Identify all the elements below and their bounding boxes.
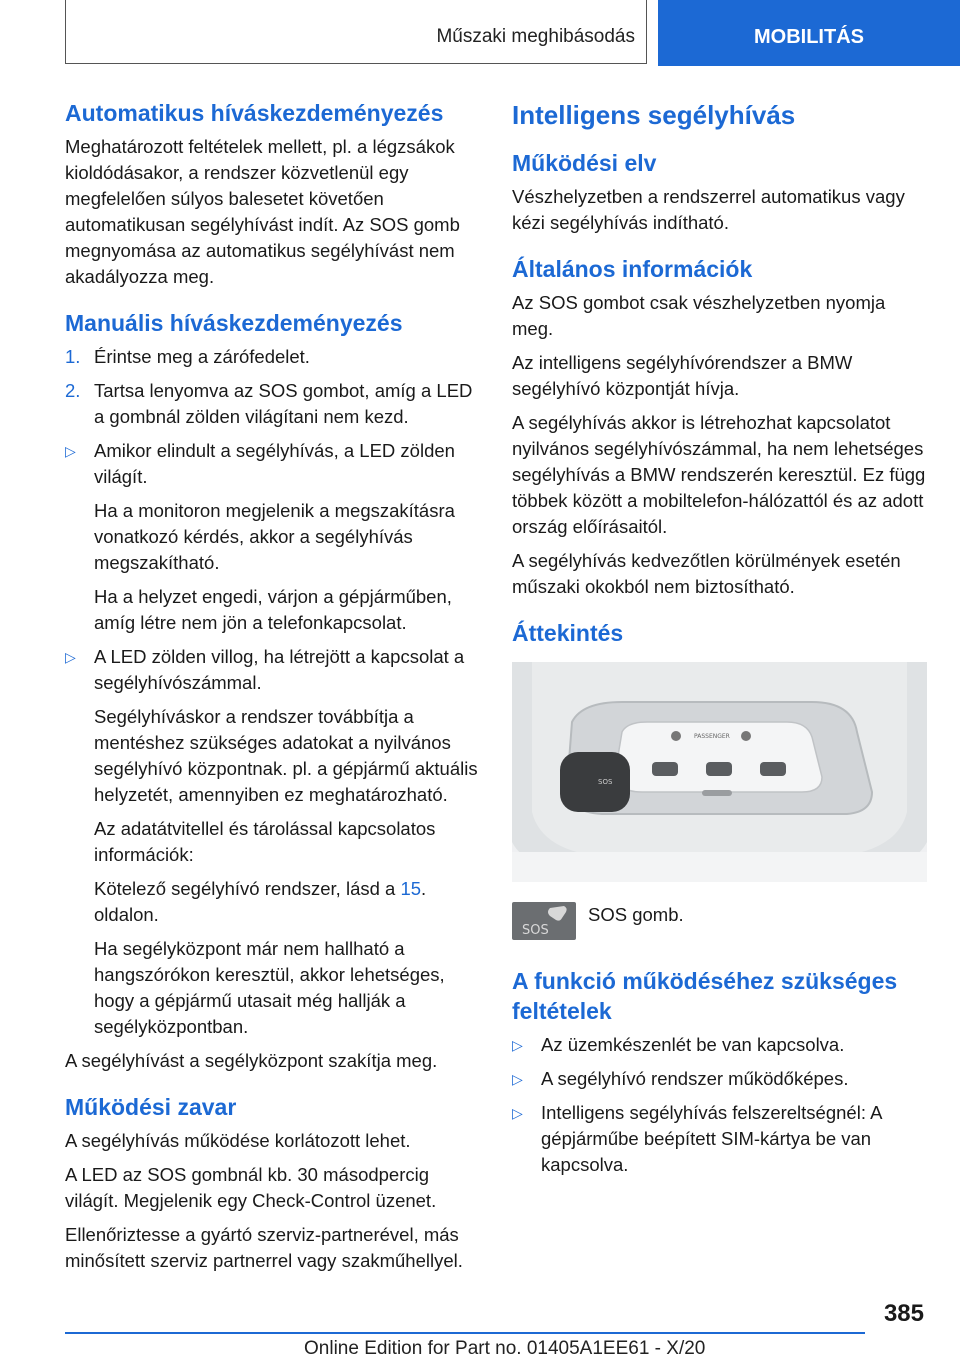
page-link[interactable]: 15 bbox=[400, 878, 422, 899]
bullet-text: Intelligens segélyhívás felszereltségnél: A gépjárműbe beépített SIM-kártya be van kapcsolva. bbox=[541, 1102, 882, 1175]
sos-label: SOS gomb. bbox=[588, 904, 684, 925]
step-item bbox=[65, 378, 480, 430]
malfunction-text: A segélyhívás működése korlátozott lehet. bbox=[65, 1130, 411, 1151]
footer-divider bbox=[65, 1332, 865, 1334]
heading-malfunction: Működési zavar bbox=[65, 1094, 237, 1120]
bullet-sub-text: Segélyhíváskor a rendszer továbbítja a mentéshez szükséges adatokat a nyilvános segélyhívó központnak. pl. a gépjármű aktuális helyzetét, amennyiben ez meghatározható. bbox=[94, 706, 478, 805]
bullet-sub-text: Ha segélyközpont már nem hallható a hangszórókon keresztül, akkor lehetséges, hogy a gépjármű utasait még hallják a segélyközpontban. bbox=[94, 938, 445, 1037]
heading-principle: Működési elv bbox=[512, 150, 657, 176]
bullet-sub-text: Az adatátvitellel és tárolással kapcsolatos információk: bbox=[94, 818, 436, 865]
bullet-text: A LED zölden villog, ha létrejött a kapcsolat a segélyhívószámmal. bbox=[94, 646, 465, 693]
bullet-item bbox=[65, 438, 480, 490]
heading-general-info: Általános információk bbox=[512, 256, 753, 282]
left-column bbox=[65, 98, 480, 1282]
svg-text:SOS: SOS bbox=[522, 923, 549, 938]
overhead-console-illustration bbox=[512, 662, 927, 882]
general-text: A segélyhívás kedvezőtlen körülmények esetén műszaki okokból nem biztosítható. bbox=[512, 550, 901, 597]
bullet-item bbox=[512, 1100, 930, 1178]
closing-text: A segélyhívást a segélyközpont szakítja meg. bbox=[65, 1050, 438, 1071]
bullet-item bbox=[512, 1032, 930, 1058]
malfunction-text: A LED az SOS gombnál kb. 30 másodpercig világít. Megjelenik egy Check-Control üzenet. bbox=[65, 1164, 437, 1211]
general-text: Az intelligens segélyhívórendszer a BMW segélyhívó központját hívja. bbox=[512, 352, 853, 399]
bullet-text: Amikor elindult a segélyhívás, a LED zölden világít. bbox=[94, 440, 455, 487]
heading-overview: Áttekintés bbox=[512, 620, 624, 646]
step-number: 1. bbox=[65, 346, 81, 367]
bullet-sub-text: Ha a monitoron megjelenik a megszakításra vonatkozó kérdés, akkor a segélyhívás megszakítható. bbox=[94, 500, 455, 573]
bullet-sub-text-with-link: Kötelező segélyhívó rendszer, lásd a 15. oldalon. bbox=[94, 878, 427, 925]
auto-call-text: Meghatározott feltételek mellett, pl. a légzsákok kioldódásakor, a rendszer közvetlenül egy megfelelően súlyos balesetet követően automatikusan segélyhívást indít. Az SOS gomb megnyomása az automatikus segélyhívást nem akadályozza meg. bbox=[65, 136, 460, 287]
overhead-console-image bbox=[512, 662, 927, 882]
triangle-bullet-icon: ▷ bbox=[65, 443, 76, 459]
step-item bbox=[65, 344, 480, 370]
right-column bbox=[512, 98, 930, 1186]
section-title: Műszaki meghibásodás bbox=[436, 26, 635, 47]
phone-icon bbox=[512, 902, 576, 940]
triangle-bullet-icon: ▷ bbox=[65, 649, 76, 665]
bullet-text: Az üzemkészenlét be van kapcsolva. bbox=[541, 1034, 845, 1055]
page-number: 385 bbox=[883, 1300, 924, 1327]
bullet-text: A segélyhívó rendszer működőképes. bbox=[541, 1068, 849, 1089]
svg-text:PASSENGER: PASSENGER bbox=[694, 733, 730, 740]
principle-text: Vészhelyzetben a rendszerrel automatikus vagy kézi segélyhívás indítható. bbox=[512, 186, 905, 233]
footer-edition: Online Edition for Part no. 01405A1EE61 - X/20 bbox=[304, 1338, 706, 1359]
svg-text:SOS: SOS bbox=[598, 778, 613, 786]
general-text: A segélyhívás akkor is létrehozhat kapcsolatot nyilvános segélyhívószámmal, ha nem lehetséges segélyhívás a BMW rendszerén keresztül. Ez függ többek között a mobiltelefon-hálózattól és az adott ország előírásaitól. bbox=[512, 412, 926, 537]
triangle-bullet-icon: ▷ bbox=[512, 1037, 523, 1053]
sos-button-legend bbox=[512, 902, 930, 940]
tab-mobilitas[interactable]: MOBILITÁS bbox=[658, 0, 960, 66]
general-text: Az SOS gombot csak vészhelyzetben nyomja meg. bbox=[512, 292, 886, 339]
heading-auto-call: Automatikus híváskezdeményezés bbox=[65, 100, 444, 126]
bullet-item bbox=[65, 644, 480, 696]
triangle-bullet-icon: ▷ bbox=[512, 1105, 523, 1121]
step-number: 2. bbox=[65, 380, 81, 401]
sos-button-icon bbox=[512, 902, 576, 940]
step-text: Érintse meg a zárófedelet. bbox=[94, 346, 310, 367]
heading-intelligent-call: Intelligens segélyhívás bbox=[512, 100, 796, 130]
triangle-bullet-icon: ▷ bbox=[512, 1071, 523, 1087]
heading-manual-call: Manuális híváskezdeményezés bbox=[65, 310, 403, 336]
heading-requirements: A funkció működéséhez szükséges feltételek bbox=[512, 968, 898, 1024]
malfunction-text: Ellenőriztesse a gyártó szerviz-partnerével, más minősített szerviz partnerrel vagy szakműhellyel. bbox=[65, 1224, 463, 1271]
bullet-item bbox=[512, 1066, 930, 1092]
step-text: Tartsa lenyomva az SOS gombot, amíg a LED a gombnál zölden világítani nem kezd. bbox=[94, 380, 473, 427]
bullet-sub-text: Ha a helyzet engedi, várjon a gépjárműben, amíg létre nem jön a telefonkapcsolat. bbox=[94, 586, 452, 633]
